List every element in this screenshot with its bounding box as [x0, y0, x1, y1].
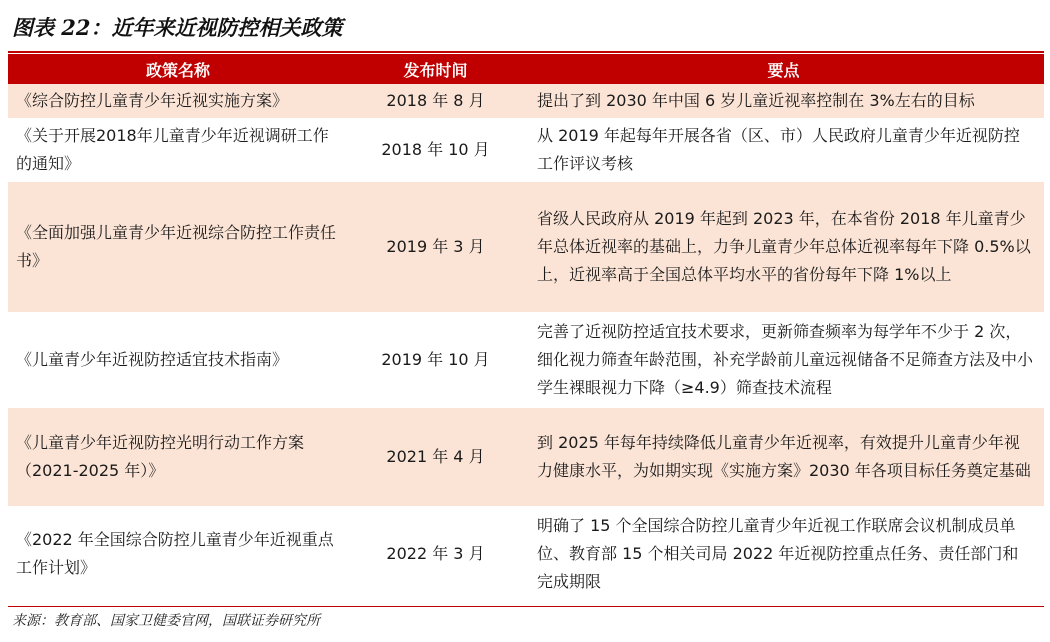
header-key-points: 要点 — [523, 54, 1044, 84]
key-points-cell: 明确了 15 个全国综合防控儿童青少年近视工作联席会议机制成员单位、教育部 15 个相关司局 2022 年近视防控重点任务、责任部门和完成期限 — [537, 516, 1019, 591]
release-date-cell: 2018 年 10 月 — [381, 140, 490, 159]
release-date-cell: 2022 年 3 月 — [386, 544, 485, 563]
release-date-cell: 2018 年 8 月 — [348, 84, 523, 118]
release-date-cell: 2021 年 4 月 — [348, 408, 523, 506]
key-points-cell: 从 2019 年起每年开展各省（区、市）人民政府儿童青少年近视防控工作评议考核 — [537, 126, 1020, 173]
key-points-cell: 到 2025 年每年持续降低儿童青少年近视率，有效提升儿童青少年视力健康水平，为如期实现《实施方案》2030 年各项目标任务奠定基础 — [523, 408, 1044, 506]
source-note: 来源：教育部、国家卫健委官网，国联证券研究所 — [12, 613, 320, 629]
policy-name-cell: 《关于开展2018年儿童青少年近视调研工作的通知》 — [16, 126, 329, 173]
figure-title: 图表 22：近年来近视防控相关政策 — [12, 15, 343, 40]
policy-name-cell: 《儿童青少年近视防控光明行动工作方案（2021-2025 年）》 — [8, 408, 348, 506]
policy-name-cell: 《2022 年全国综合防控儿童青少年近视重点工作计划》 — [16, 530, 334, 577]
table-row — [8, 408, 1044, 506]
table-row — [8, 84, 1044, 118]
table-bottom-rule — [8, 606, 1044, 607]
header-release-date: 发布时间 — [348, 54, 523, 84]
title-rule — [8, 51, 1044, 53]
table-row — [8, 118, 1044, 182]
header-policy-name: 政策名称 — [8, 54, 348, 84]
key-points-cell: 省级人民政府从 2019 年起到 2023 年，在本省份 2018 年儿童青少年总体近视率的基础上，力争儿童青少年总体近视率每年下降 0.5%以上，近视率高于全国总体平均水平的省份每年下降 1%以上 — [523, 182, 1044, 312]
policy-name-cell: 《综合防控儿童青少年近视实施方案》 — [8, 84, 348, 118]
policy-table — [8, 54, 1044, 602]
table-header-row — [8, 54, 1044, 84]
release-date-cell: 2019 年 10 月 — [381, 350, 490, 369]
table-row — [8, 182, 1044, 312]
table-row — [8, 506, 1044, 602]
release-date-cell: 2019 年 3 月 — [348, 182, 523, 312]
key-points-cell: 提出了到 2030 年中国 6 岁儿童近视率控制在 3%左右的目标 — [523, 84, 1044, 118]
policy-name-cell: 《全面加强儿童青少年近视综合防控工作责任书》 — [8, 182, 348, 312]
table-row — [8, 312, 1044, 408]
policy-name-cell: 《儿童青少年近视防控适宜技术指南》 — [16, 350, 289, 369]
key-points-cell: 完善了近视防控适宜技术要求，更新筛查频率为每学年不少于 2 次，细化视力筛查年龄范围，补充学龄前儿童远视储备不足筛查方法及中小学生裸眼视力下降（≥4.9）筛查技术流程 — [537, 322, 1034, 397]
